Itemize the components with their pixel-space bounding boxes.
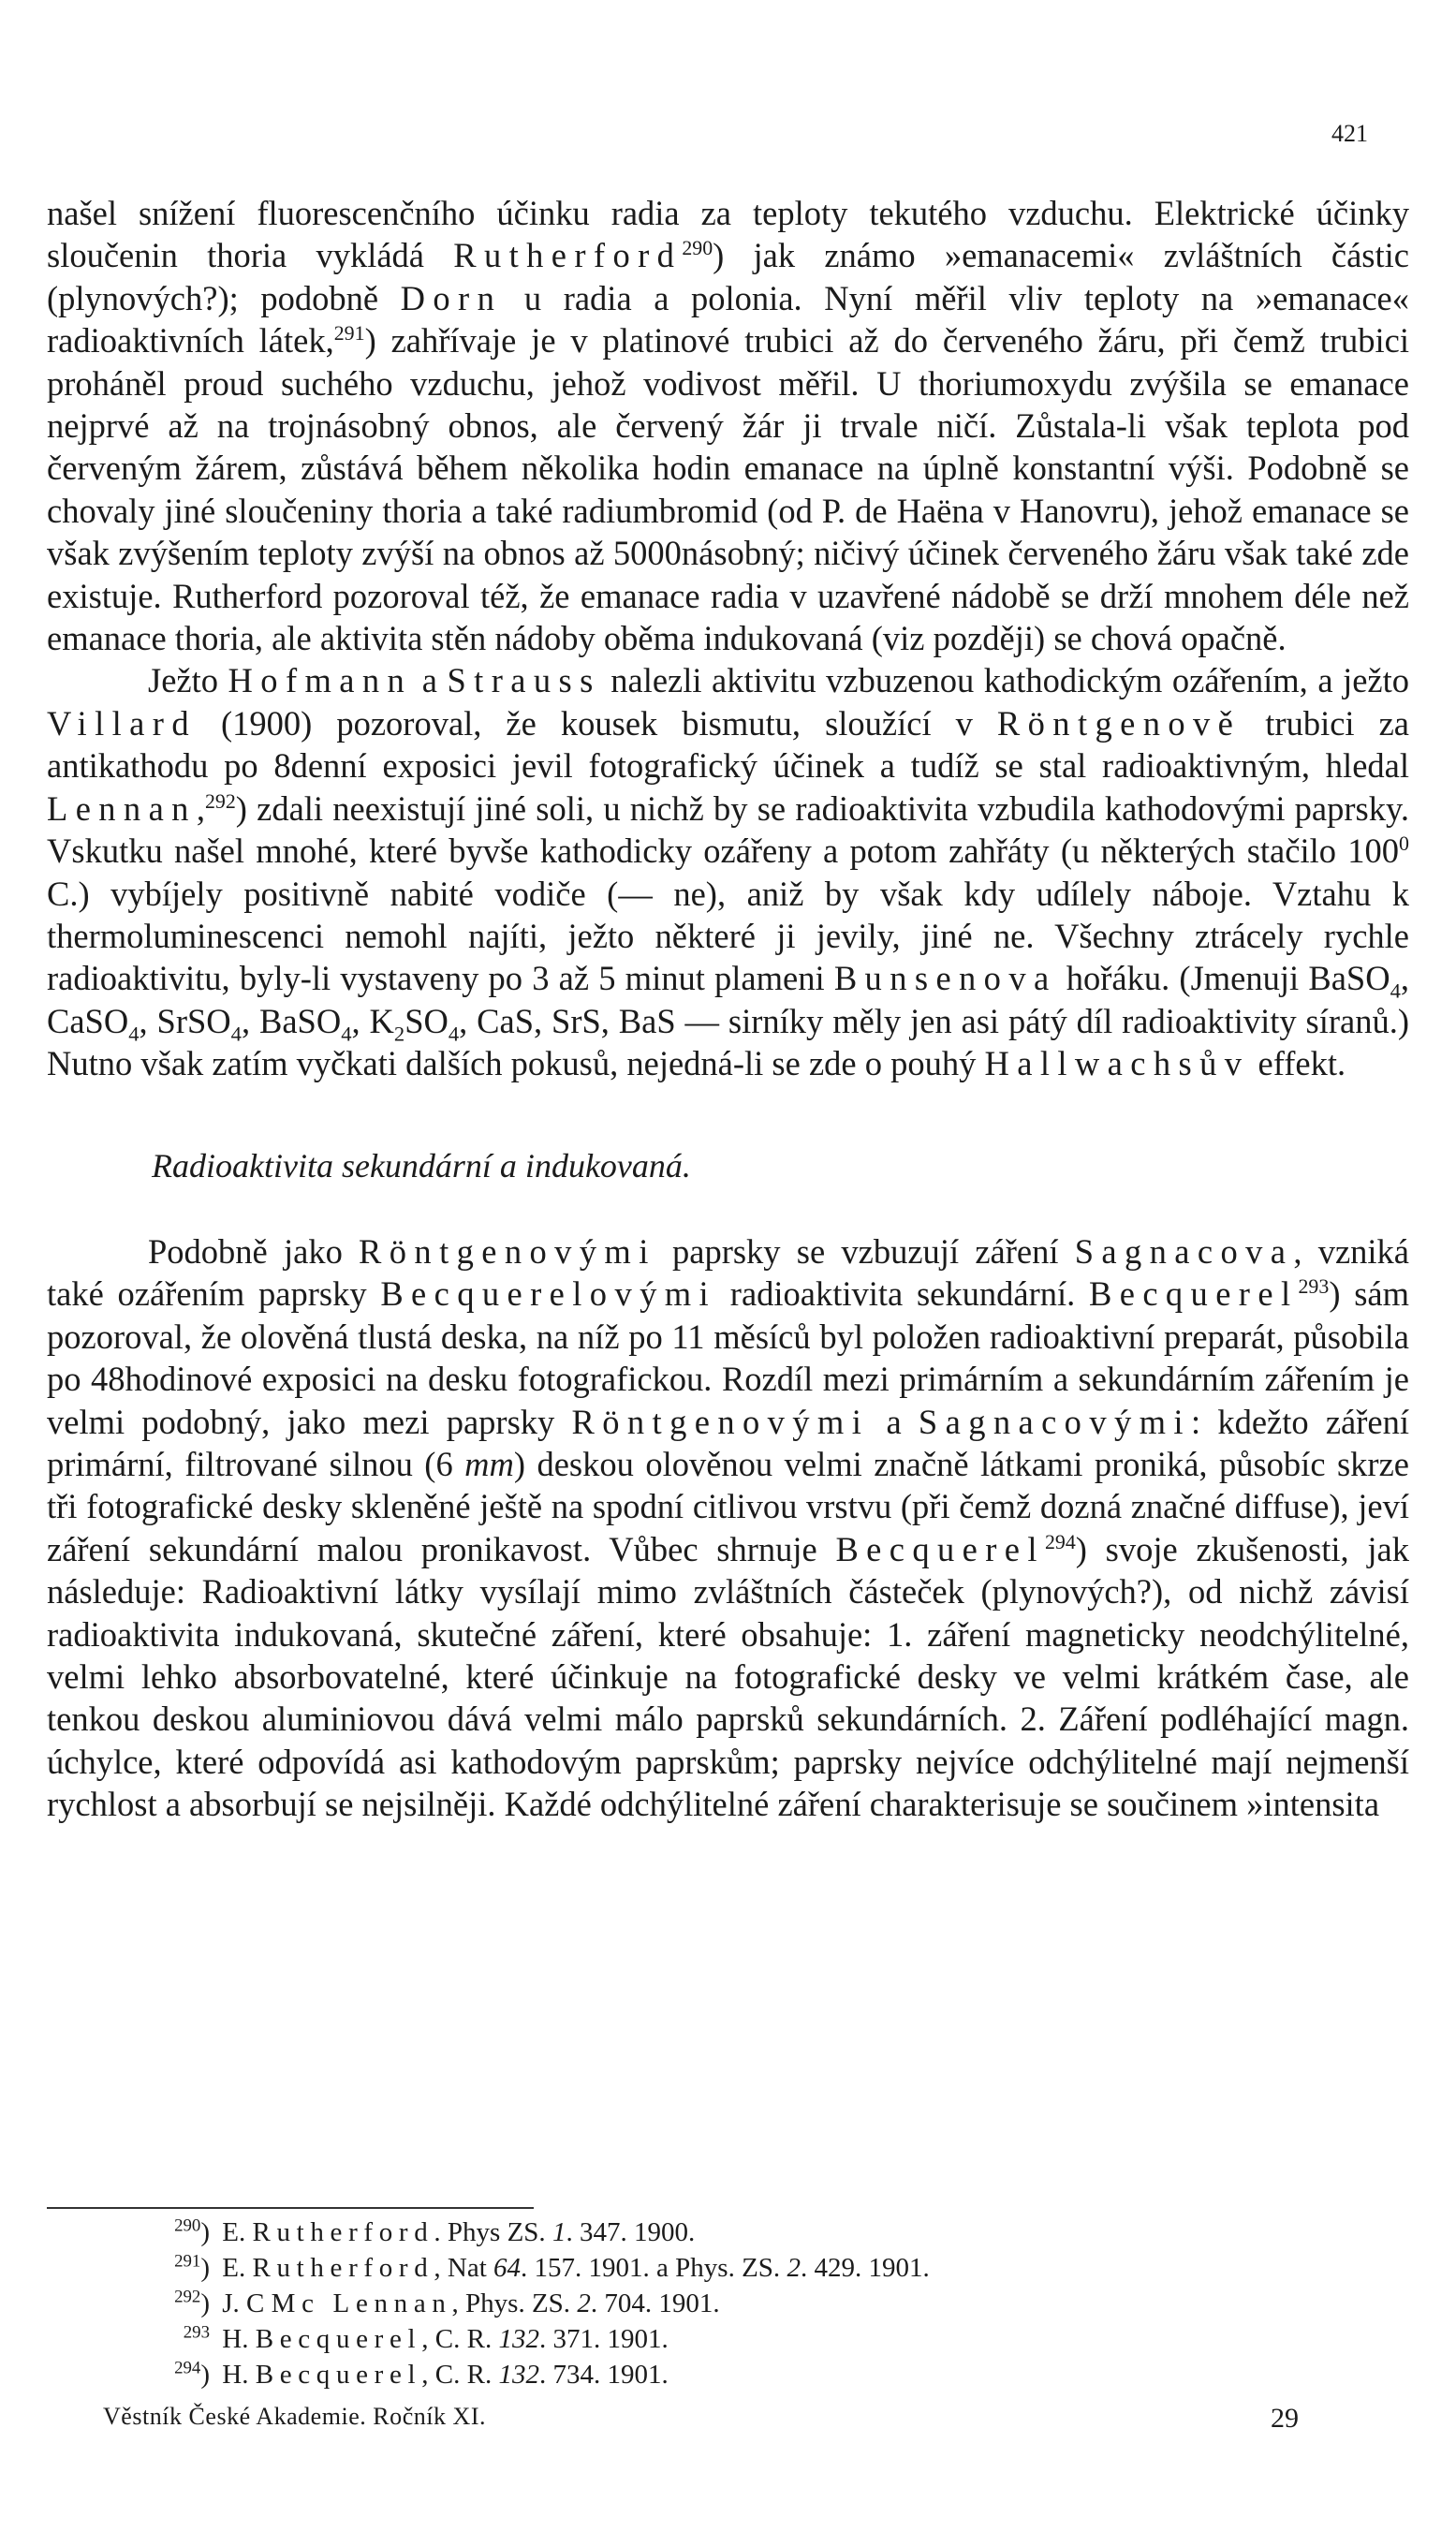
text-run: C.) vybíjely positivně nabité vodiče (— ne), aniž by však kdy udílely náboje. Vztahu k thermoluminescenci nemohl najíti, ježto některé ji jevily, jiné ne. Všechny ztrácely rychle radioaktivitu, byly-li vystaveny po 3 až 5 minut plameni <box>47 874 1409 998</box>
text-run: hořáku. (Jmenuji BaSO <box>1056 959 1390 998</box>
footnote-text <box>215 2360 669 2390</box>
text-run: a <box>869 1402 919 1441</box>
footnote-number: $^{292}$) <box>174 2287 210 2318</box>
text-run: , SrSO <box>139 1001 231 1040</box>
text-run: J. C <box>222 2288 272 2318</box>
text-run: radioaktivita sekundární. <box>716 1274 1089 1314</box>
footnote <box>150 2286 1367 2321</box>
text-run: , Phys. ZS. <box>451 2288 578 2318</box>
text-run: Ježto <box>148 661 228 700</box>
text-run: Radioaktivita sekundární a indukovaná. <box>152 1146 691 1185</box>
spaced-name: Sagnacovými <box>918 1402 1191 1441</box>
spaced-name: Becquerel <box>1088 1274 1299 1314</box>
text-run: Podobně jako <box>148 1231 360 1271</box>
journal-footer: Věstník České Akademie. Ročník XI. <box>103 2403 487 2430</box>
subscript: 2 <box>393 1022 405 1046</box>
text-run: . 734. 1901. <box>538 2360 669 2390</box>
text-run: , CaSO <box>47 959 1409 1040</box>
text-run: . 157. 1901. a Phys. ZS. <box>521 2253 787 2283</box>
text-run: . 347. 1900. <box>566 2217 696 2247</box>
text-run: (1900) pozoroval, že kousek bismutu, sloužící v <box>196 703 997 743</box>
spaced-name: Rutherford <box>252 2217 434 2247</box>
italic-text: 132 <box>498 2360 539 2390</box>
text-run: našel snížení fluorescenčního účinku radia za teploty tekutého vzduchu. Elektrické účinky sloučenin thoria vykládá <box>47 194 1409 275</box>
paragraph <box>47 1230 1409 1826</box>
footnote-number: $^{294}$) <box>174 2358 210 2390</box>
text-run: , C. R. <box>421 2360 499 2390</box>
text-run: , Nat <box>434 2253 494 2283</box>
text-run: ) zdali neexistují jiné soli, u nichž by se radioaktivita vzbudila kathodovými paprsky. Vskutku našel mnohé, které byvše kathodicky ozářeny a potom zahřáty (u některých stačilo 100 <box>47 788 1409 871</box>
footnote-number: $^{290}$) <box>174 2215 210 2247</box>
spaced-name: Lennan <box>47 788 197 828</box>
text-run: nalezli aktivitu vzbuzenou kathodickým ozářením, a ježto <box>600 661 1410 700</box>
italic-text: 2 <box>787 2253 801 2283</box>
text-run: . 371. 1901. <box>538 2324 669 2354</box>
sheet-number: 29 <box>1271 2403 1299 2434</box>
footnote-text <box>215 2253 930 2283</box>
footnote-number: 293 <box>183 2322 210 2343</box>
text-run: H. <box>222 2324 256 2354</box>
text-run: , <box>196 788 205 828</box>
spaced-name: Dorn <box>400 278 503 317</box>
spaced-name: Becquerelovými <box>380 1274 717 1314</box>
text-run: . Phys ZS. <box>434 2217 552 2247</box>
text-run: SO <box>404 1001 449 1040</box>
subscript: 4 <box>1390 979 1401 1003</box>
section-heading <box>47 1145 1409 1187</box>
footnote-text <box>215 2288 720 2318</box>
spaced-name: Mc Lennan <box>271 2288 452 2318</box>
spaced-name: Becquerel <box>835 1529 1045 1568</box>
superscript: 291 <box>333 321 365 346</box>
footnote-text <box>215 2217 695 2247</box>
spaced-name: Villard <box>47 703 197 743</box>
text-run: trubici za antikathodu po 8denní exposici jevil fotografický účinek a tudíž se stal radioaktivným, hledal <box>47 703 1410 786</box>
text-run: , C. R. <box>421 2324 499 2354</box>
spaced-name: Becquerel <box>255 2324 422 2354</box>
italic-text: 1 <box>552 2217 566 2247</box>
footnotes <box>150 2215 1367 2392</box>
superscript: 290 <box>682 236 713 260</box>
spaced-name: Röntgenově <box>996 703 1242 743</box>
superscript: 293 <box>1298 1274 1330 1299</box>
spaced-name: Bunsenova <box>833 959 1057 998</box>
page-number: 421 <box>1331 120 1368 147</box>
text-run: ) deskou olověnou velmi značně látkami proniká, působíc skrze tři fotografické desky skleněné ještě na spodní citlivou vrstvu (při čemž dozná značné diffuse), jeví záření sekundární malou pronikavost. Vůbec shrnuje <box>47 1444 1409 1568</box>
superscript: 0 <box>1399 831 1409 855</box>
subscript: 4 <box>128 1022 140 1046</box>
text-run: ) jak známo »emanacemi« zvláštních částic (plynových?); podobně <box>47 236 1409 317</box>
text-run: , K <box>351 1001 394 1040</box>
text-run: , vzniká také ozářením paprsky <box>47 1231 1410 1314</box>
subscript: 4 <box>230 1022 242 1046</box>
text-run: H. <box>222 2360 256 2390</box>
text-run: u radia a polonia. Nyní měřil vliv teploty na »emanace« radioaktivních látek, <box>47 278 1409 361</box>
text-run: paprsky se vzbuzují záření <box>655 1231 1075 1271</box>
paragraph <box>47 192 1409 659</box>
subscript: 4 <box>341 1022 352 1046</box>
footnote-text <box>215 2324 669 2354</box>
superscript: 294 <box>1044 1529 1076 1553</box>
footnote <box>150 2357 1367 2392</box>
spaced-name: Becquerel <box>255 2360 422 2390</box>
spaced-name: Rutherford <box>453 236 683 275</box>
text-run: E. <box>222 2253 253 2283</box>
spaced-name: Strauss <box>447 661 601 700</box>
subscript: 4 <box>448 1022 460 1046</box>
footnote <box>150 2215 1367 2250</box>
text-run: E. <box>222 2217 253 2247</box>
footnote-separator <box>47 2207 534 2209</box>
text-run: : kdežto záření primární, filtrované silnou (6 <box>47 1402 1409 1483</box>
text-run: a <box>412 661 448 700</box>
spaced-name: Rutherford <box>252 2253 434 2283</box>
text-run: . 429. 1901. <box>800 2253 930 2283</box>
spaced-name: Röntgenovými <box>571 1402 870 1441</box>
text-run: . 704. 1901. <box>590 2288 720 2318</box>
spaced-name: Hallwachsův <box>984 1044 1250 1083</box>
text-run: , BaSO <box>241 1001 342 1040</box>
superscript: 292 <box>204 788 236 813</box>
paragraph <box>47 659 1409 1084</box>
italic-text: 64 <box>493 2253 522 2283</box>
italic-text: 132 <box>498 2324 539 2354</box>
footnote-number: $^{291}$) <box>174 2251 210 2283</box>
italic-text: 2 <box>577 2288 591 2318</box>
spaced-name: Röntgenovými <box>359 1231 656 1271</box>
italic-text: mm <box>464 1444 514 1483</box>
footnote <box>150 2321 1367 2357</box>
footnote <box>150 2250 1367 2286</box>
text-run: ) sám pozoroval, že olověná tlustá deska, na níž po 11 měsíců byl položen radioaktivní preparát, působila po 48hodinové exposici na desku fotografickou. Rozdíl mezi primárním a sekundárním zářením je velmi podobný, jako mezi paprsky <box>47 1274 1409 1441</box>
body-text <box>47 192 1409 1826</box>
spaced-name: Hofmann <box>228 661 413 700</box>
text-run: , CaS, SrS, BaS — sirníky měly jen asi pátý díl radioaktivity síranů.) Nutno však zatím vyčkati dalších pokusů, nejedná-li se zde o pouhý <box>47 1001 1409 1083</box>
text-run: ) zahřívaje je v platinové trubici až do červeného žáru, při čemž trubici proháněl proud suchého vzduchu, jehož vodivost měřil. U thoriumoxydu zvýšila se emanace nejprvé až na trojnásobný obnos, ale červený žár ji trvale ničí. Zůstala-li však teplota pod červeným žárem, zůstává během několika hodin emanace na úplně konstantní výši. Podobně se chovaly jiné sloučeniny thoria a také radiumbromid (od P. de Haëna v Hanovru), jehož emanace se však zvýšením teploty zvýší na obnos až 5000násobný; ničivý účinek červeného žáru však také zde existuje. Rutherford pozoroval též, že emanace radia v uzavřené nádobě se drží mnohem déle než emanace thoria, ale aktivita stěn nádoby oběma indukovaná (viz později) se chová opačně. <box>47 321 1409 658</box>
text-run: effekt. <box>1249 1044 1346 1083</box>
spaced-name: Sagnacova <box>1074 1231 1294 1271</box>
text-run: ) svoje zkušenosti, jak následuje: Radioaktivní látky vysílají mimo zvláštních částeček (plynových?), od nichž závisí radioaktivita indukovaná, skutečné záření, které obsahuje: 1. záření magneticky neodchýlitelné, velmi lehko absorbovatelné, které účinkuje na fotografické desky ve velmi krátkém čase, ale tenkou deskou aluminiovou dává velmi málo paprsků sekundárních. 2. Záření podléhající magn. úchylce, které odpovídá asi kathodovým paprskům; paprsky nejvíce odchýlitelné mají nejmenší rychlost a absorbují se nejsilněji. Každé odchýlitelné záření charakterisuje se součinem »intensita <box>47 1529 1409 1824</box>
